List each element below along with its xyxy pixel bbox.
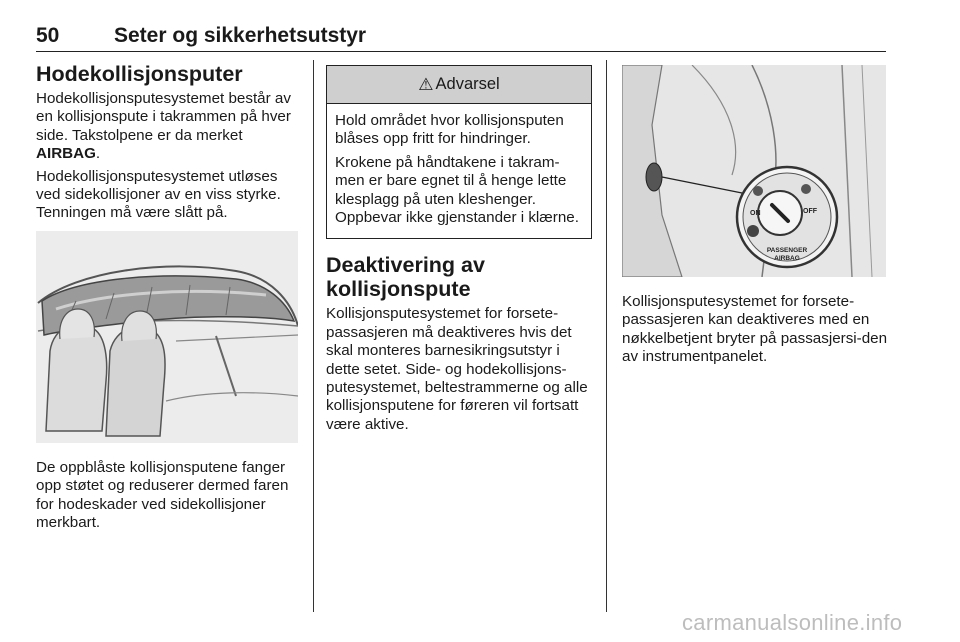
passenger-airbag-switch-illustration — [622, 65, 886, 277]
switch-label-passenger: PASSENGER — [766, 247, 808, 254]
warning-text-2: Krokene på håndtakene i takram-men er bare egnet til å henge lette klesplagg på uten kleshenger. Oppbevar ikke gjenstander i klærne. — [335, 153, 579, 227]
chapter-title: Seter og sikkerhetsutstyr — [114, 24, 367, 47]
column-deactivation — [326, 65, 594, 434]
switch-label-airbag: AIRBAG — [774, 255, 800, 262]
warning-text-1: Hold området hvor kollisjonsputen blåses opp fritt for hindringer. — [335, 112, 564, 148]
airbag-marking: AIRBAG — [36, 145, 96, 163]
warning-body — [327, 104, 591, 238]
column-airbag-switch — [622, 65, 890, 367]
column-head-airbags — [36, 62, 300, 532]
switch-label-on: ON — [750, 210, 761, 217]
section-heading-head-airbags: Hodekollisjonsputer — [36, 62, 243, 86]
figure-airbag-switch — [622, 65, 886, 277]
warning-title: Advarsel — [435, 75, 500, 93]
figure-inflated-head-airbags — [36, 231, 298, 443]
switch-label-off: OFF — [803, 208, 817, 215]
page-header — [36, 22, 886, 52]
page-number: 50 — [36, 24, 60, 47]
warning-box — [326, 65, 592, 239]
paragraph-deployment: Hodekollisjonsputesystemet utløses ved sidekollisjoner av en viss styrke. Tenningen må være slått på. — [36, 167, 281, 222]
column-divider-2 — [606, 60, 607, 612]
car-interior-illustration — [36, 231, 298, 443]
paragraph-system-description: Hodekollisjonsputesystemet består av en kollisjonspute i takrammen på hver side. Takstolpene er da merket AIRBAG. — [36, 90, 291, 163]
figure-caption-airbag-switch: Kollisjonsputesystemet for forsete-passasjeren kan deaktiveres med en nøkkelbetjent bryter på passasjersi-den av instrumentpanelet. — [622, 293, 888, 366]
warning-icon: ⚠ — [418, 74, 434, 94]
warning-header — [327, 66, 591, 104]
watermark: carmanualsonline.info — [682, 610, 903, 635]
paragraph-deactivation: Kollisjonsputesystemet for forsete-passasjeren må deaktiveres hvis det skal monteres barnesikringsutstyr i dette setet. Side- og hodekollisjons-putesystemet, beltestrammerne og alle kollisjonsputene for føreren vil fortsatt være aktive. — [326, 305, 588, 433]
column-divider-1 — [313, 60, 314, 612]
section-heading-deactivation: Deaktivering av kollisjonspute — [326, 253, 485, 302]
figure-caption-head-airbags: De oppblåste kollisjonsputene fanger opp støtet og reduserer dermed faren for hodeskader ved sidekollisjoner merkbart. — [36, 458, 289, 532]
